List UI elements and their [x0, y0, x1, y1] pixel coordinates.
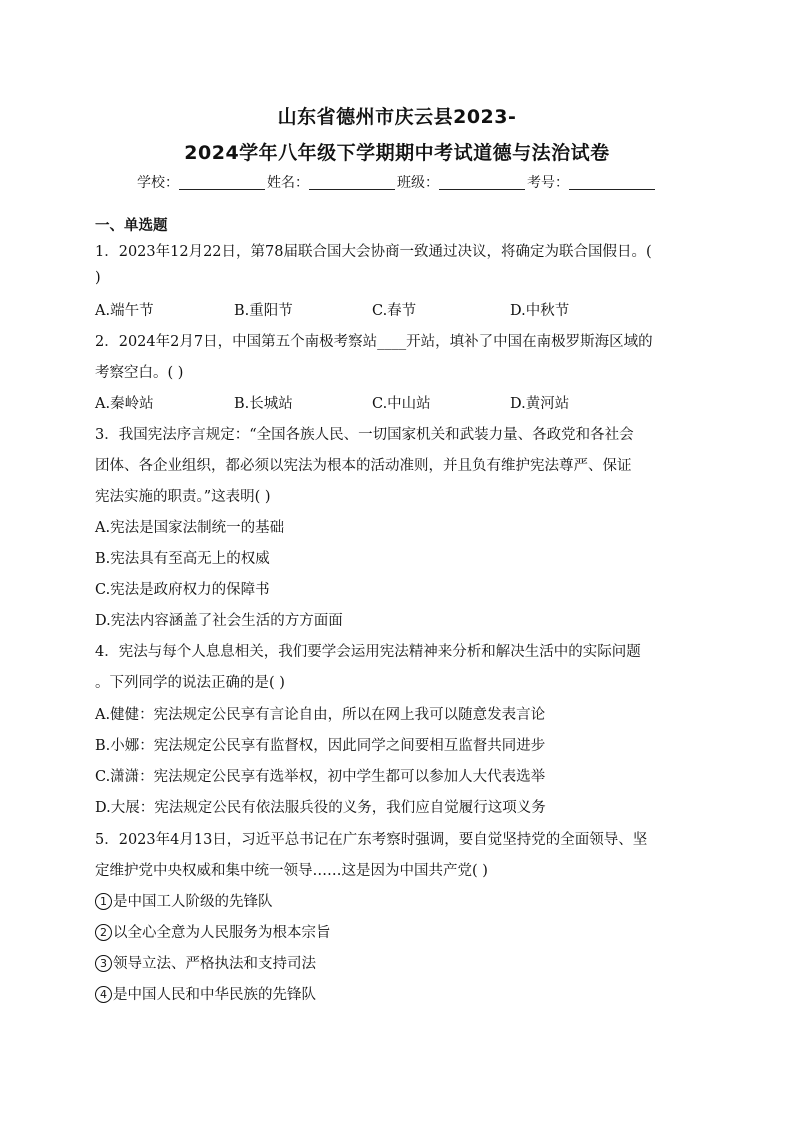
exam-number-blank: [569, 175, 655, 190]
q2-stem-line-1: 2．2024年2月7日，中国第五个南极考察站____开站，填补了中国在南极罗斯海区域的: [95, 334, 653, 350]
q4-option-d: D.大展：宪法规定公民有依法服兵役的义务，我们应自觉履行这项义务: [95, 800, 546, 816]
q3-option-d: D.宪法内容涵盖了社会生活的方方面面: [95, 613, 343, 629]
q1-option-c: C.春节: [372, 303, 417, 319]
q4-option-b: B.小娜：宪法规定公民享有监督权，因此同学之间要相互监督共同进步: [95, 738, 546, 754]
exam-number-label: 考号：: [527, 175, 569, 191]
q5-item-4: [95, 983, 316, 1004]
q1-stem-line-2: ): [95, 270, 101, 286]
q3-option-a: A.宪法是国家法制统一的基础: [95, 520, 285, 536]
q3-stem-line-2: 团体、各企业组织，都必须以宪法为根本的活动准则，并且负有维护宪法尊严、保证: [95, 458, 632, 474]
q5-item-2-text: 以全心全意为人民服务为根本宗旨: [113, 925, 331, 941]
q3-stem-line-3: 宪法实施的职责。”这表明( ): [95, 489, 271, 505]
q2-stem-line-2: 考察空白。( ): [95, 365, 184, 381]
school-label: 学校：: [137, 175, 179, 191]
q3-option-b: B.宪法具有至高无上的权威: [95, 551, 270, 567]
q1-option-d: D.中秋节: [510, 303, 570, 319]
q4-option-a: A.健健：宪法规定公民享有言论自由，所以在网上我可以随意发表言论: [95, 707, 546, 723]
section-heading: 一、单选题: [95, 218, 168, 234]
q4-stem-line-1: 4．宪法与每个人息息相关，我们要学会运用宪法精神来分析和解决生活中的实际问题: [95, 644, 641, 660]
q5-item-4-text: 是中国人民和中华民族的先锋队: [113, 987, 316, 1003]
q5-item-1-text: 是中国工人阶级的先锋队: [113, 894, 273, 910]
q2-option-d: D.黄河站: [510, 396, 570, 412]
student-info-row: [0, 172, 794, 192]
q5-item-3: [95, 952, 316, 973]
q5-stem-line-2: 定维护党中央权威和集中统一领导……这是因为中国共产党( ): [95, 863, 488, 879]
exam-title-line-2: 2024学年八年级下学期期中考试道德与法治试卷: [184, 142, 610, 164]
q2-option-a: A.秦岭站: [95, 396, 154, 412]
q2-option-b: B.长城站: [234, 396, 293, 412]
q3-stem-line-1: 3．我国宪法序言规定：“全国各族人民、一切国家机关和武装力量、各政党和各社会: [95, 427, 634, 443]
q5-item-2: [95, 921, 331, 942]
q5-stem-line-1: 5．2023年4月13日，习近平总书记在广东考察时强调，要自觉坚持党的全面领导、坚: [95, 832, 648, 848]
exam-title-line-1: 山东省德州市庆云县2023-: [277, 106, 517, 128]
class-blank: [439, 175, 525, 190]
circled-number-1: 1: [95, 893, 112, 910]
name-label: 姓名：: [267, 175, 309, 191]
q1-option-a: A.端午节: [95, 303, 154, 319]
q5-item-3-text: 领导立法、严格执法和支持司法: [113, 956, 316, 972]
circled-number-2: 2: [95, 924, 112, 941]
q5-item-1: [95, 890, 273, 911]
circled-number-4: 4: [95, 986, 112, 1003]
class-label: 班级：: [397, 175, 439, 191]
q1-stem-line-1: 1．2023年12月22日，第78届联合国大会协商一致通过决议，将确定为联合国假日。(: [95, 244, 652, 260]
q4-stem-line-2: 。下列同学的说法正确的是( ): [95, 675, 285, 691]
q2-option-c: C.中山站: [372, 396, 431, 412]
q4-option-c: C.潇潇：宪法规定公民享有选举权，初中学生都可以参加人大代表选举: [95, 769, 546, 785]
q1-option-b: B.重阳节: [234, 303, 293, 319]
school-blank: [179, 175, 265, 190]
circled-number-3: 3: [95, 955, 112, 972]
name-blank: [309, 175, 395, 190]
q3-option-c: C.宪法是政府权力的保障书: [95, 582, 270, 598]
